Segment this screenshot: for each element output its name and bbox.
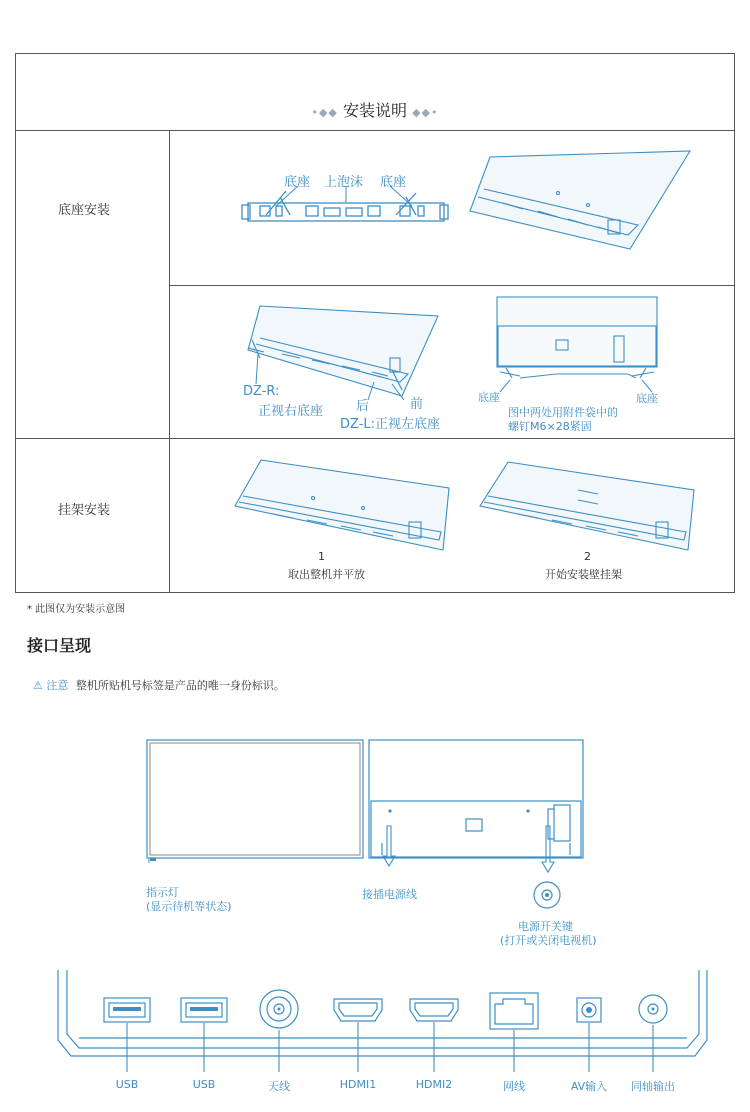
indicator-label: 指示灯 (146, 886, 179, 899)
label-dz-r: DZ-R: (243, 384, 280, 399)
label-dz-r-desc: 正视右底座 (258, 404, 324, 419)
label-base-right-2: 底座 (636, 392, 658, 405)
wall-step2-number: 2 (584, 550, 591, 563)
table-divider (170, 285, 735, 286)
label-dz-l: DZ-L:正视左底座 (340, 417, 441, 432)
hdmi1-port-icon (333, 998, 383, 1022)
label-base-right: 底座 (380, 175, 407, 190)
installation-title: 安装说明 (342, 101, 407, 120)
indicator-desc: (显示待机等状态) (146, 900, 232, 913)
label-base-left: 底座 (284, 175, 311, 190)
warning-notice (33, 677, 285, 693)
port-label-hdmi1: HDMI1 (339, 1078, 377, 1091)
install-footnote: * 此图仅为安装示意图 (27, 604, 126, 615)
title-ornament-left-icon: •◆◆ (311, 106, 338, 119)
wall-step1-text: 取出整机并平放 (288, 568, 365, 581)
label-foam: 上泡沫 (324, 175, 364, 190)
port-label-hdmi2: HDMI2 (415, 1078, 453, 1091)
table-divider (15, 130, 735, 131)
wall-step2-diagram (478, 460, 698, 552)
wall-step2-text: 开始安装壁挂架 (545, 568, 622, 581)
port-label-ethernet: 网线 (503, 1080, 525, 1093)
label-back: 后 (356, 399, 370, 414)
table-divider (169, 130, 170, 593)
label-front: 前 (410, 397, 424, 412)
title-ornament-right-icon: ◆◆• (412, 106, 439, 119)
warning-tag: 注意 (46, 679, 69, 692)
interface-section-title: 接口呈现 (27, 636, 92, 655)
port-leader-lines (0, 1020, 750, 1080)
label-base-left-2: 底座 (478, 391, 500, 404)
warning-icon: ⚠ (33, 679, 43, 692)
table-divider (15, 438, 735, 439)
power-key-arrow-icon (542, 826, 554, 872)
wall-step1-diagram (233, 458, 453, 552)
power-cord-label: 接插电源线 (362, 888, 417, 901)
power-cord-arrow-icon (383, 826, 395, 866)
power-key-icon (532, 880, 562, 910)
tv-facedown-base-diagram (468, 145, 693, 255)
power-key-label: 电源开关键 (518, 920, 573, 933)
port-label-antenna: 天线 (268, 1080, 290, 1093)
port-label-usb2: USB (192, 1078, 216, 1091)
hdmi2-port-icon (409, 998, 459, 1022)
port-label-usb1: USB (115, 1078, 139, 1091)
warning-text: 整机所贴机号标签是产品的唯一身份标识。 (75, 679, 285, 692)
power-key-desc: (打开或关闭电视机) (500, 934, 597, 947)
label-screw-line1: 图中两处用附件袋中的 (508, 406, 618, 419)
installation-title-row (16, 98, 734, 121)
tv-front-diagram (146, 739, 364, 863)
port-label-av-input: AV输入 (570, 1080, 608, 1093)
port-label-coaxial: 同轴输出 (631, 1080, 675, 1093)
label-screw-line2: 螺钉M6×28紧固 (508, 420, 592, 433)
row-label-base-install: 底座安装 (58, 203, 111, 218)
wall-step1-number: 1 (318, 550, 325, 563)
row-label-wall-install: 挂架安装 (58, 503, 111, 518)
